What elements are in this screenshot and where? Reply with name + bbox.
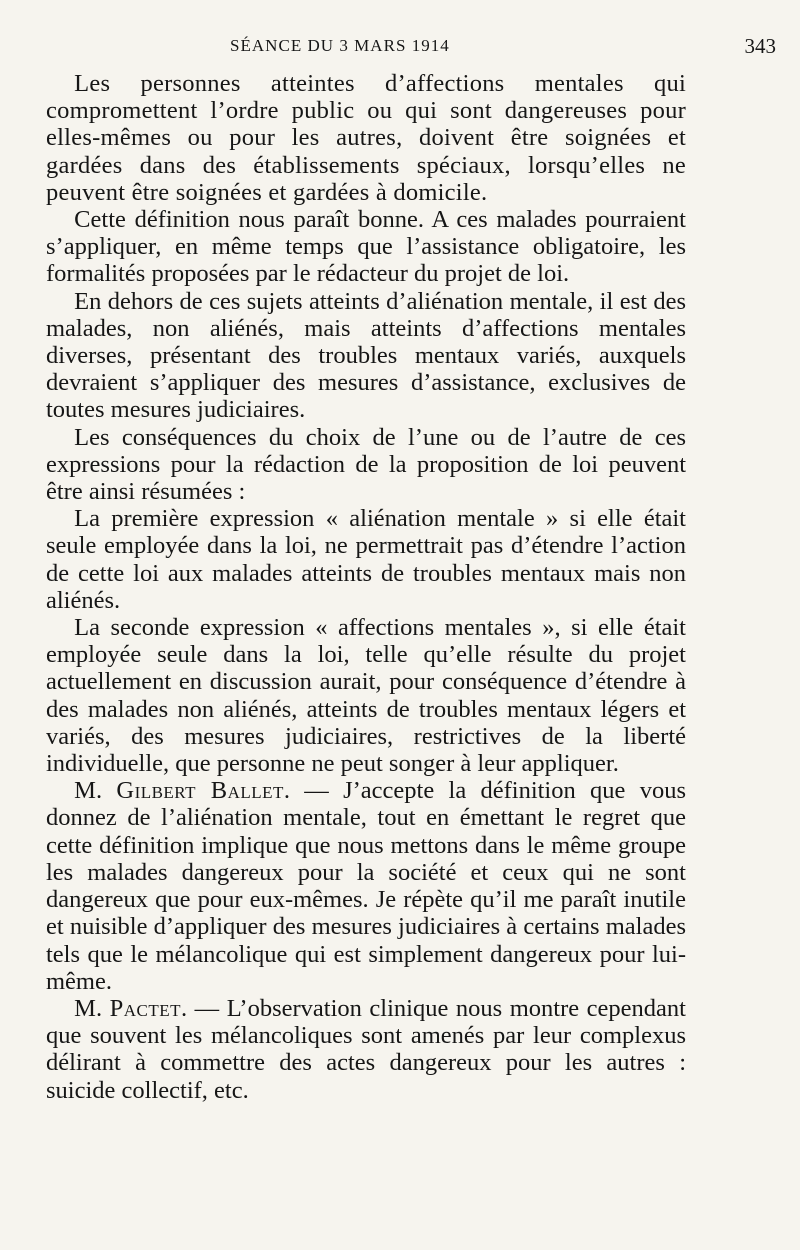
running-head bbox=[0, 36, 800, 58]
speaker-prefix: M. bbox=[74, 777, 117, 805]
paragraph-text: Les conséquences du choix de l’une ou de l’autre de ces expressions pour la rédaction de la proposition de loi peuvent être ainsi résumées : bbox=[46, 423, 686, 506]
paragraph-text: La première expression « aliénation mentale » si elle était seule employée dans la loi, ne permettrait pas d’étendre l’action de cette loi aux malades atteints de troubles mentaux mais non aliénés. bbox=[46, 505, 686, 614]
speaker-name: Pactet bbox=[109, 994, 181, 1022]
running-title: SÉANCE DU 3 MARS 1914 bbox=[230, 36, 450, 55]
paragraph-text: En dehors de ces sujets atteints d’aliénation mentale, il est des malades, non aliénés, mais atteints d’affections mentales diverses, présentant des troubles mentaux variés, auxquels devraient s’appliquer des mesures d’assistance, exclusives de toutes mesures judiciaires. bbox=[46, 287, 686, 424]
paragraph-text: . — L’observation clinique nous montre cependant que souvent les mélancoliques sont amenés par leur complexus délirant à commettre des actes dangereux pour les autres : suicide collectif, etc. bbox=[46, 994, 686, 1104]
page-number: 343 bbox=[744, 34, 776, 58]
paragraph bbox=[46, 206, 686, 288]
paragraph-text: . — J’accepte la définition que vous donnez de l’aliénation mentale, tout en émettant le regret que cette définition implique que nous mettons dans le même groupe les malades dangereux pour la société et ceux qui ne sont dangereux que pour eux-mêmes. Je répète qu’il me paraît inutile et nuisible d’appliquer des mesures judiciaires à certains malades tels que le mélancolique qui est simplement dangereux pour lui-même. bbox=[46, 777, 686, 995]
paragraph bbox=[46, 288, 686, 424]
speaker-paragraph bbox=[46, 777, 686, 995]
speaker-name: Gilbert Ballet bbox=[116, 777, 284, 805]
paragraph bbox=[46, 614, 686, 777]
paragraph bbox=[46, 70, 686, 206]
speaker-prefix: M. bbox=[74, 994, 110, 1022]
paragraph-text: Cette définition nous paraît bonne. A ces malades pourraient s’appliquer, en même temps que l’assistance obligatoire, les formalités proposées par le rédacteur du projet de loi. bbox=[46, 206, 686, 288]
body-text bbox=[46, 70, 686, 1104]
paragraph bbox=[46, 505, 686, 614]
speaker-paragraph bbox=[46, 995, 686, 1104]
paragraph-text: Les personnes atteintes d’affections mentales qui compromettent l’ordre public ou qui sont dangereuses pour elles-mêmes ou pour les autres, doivent être soignées et gardées dans des établissements spéciaux, lorsqu’elles ne peuvent être soignées et gardées à domicile. bbox=[46, 70, 686, 206]
paragraph-text: La seconde expression « affections mentales », si elle était employée seule dans la loi, telle qu’elle résulte du projet actuellement en discussion aurait, pour conséquence d’étendre à des malades non aliénés, atteints de troubles mentaux légers et variés, des mesures judiciaires, restrictives de la liberté individuelle, que personne ne peut songer à leur appliquer. bbox=[46, 614, 686, 778]
paragraph bbox=[46, 424, 686, 506]
